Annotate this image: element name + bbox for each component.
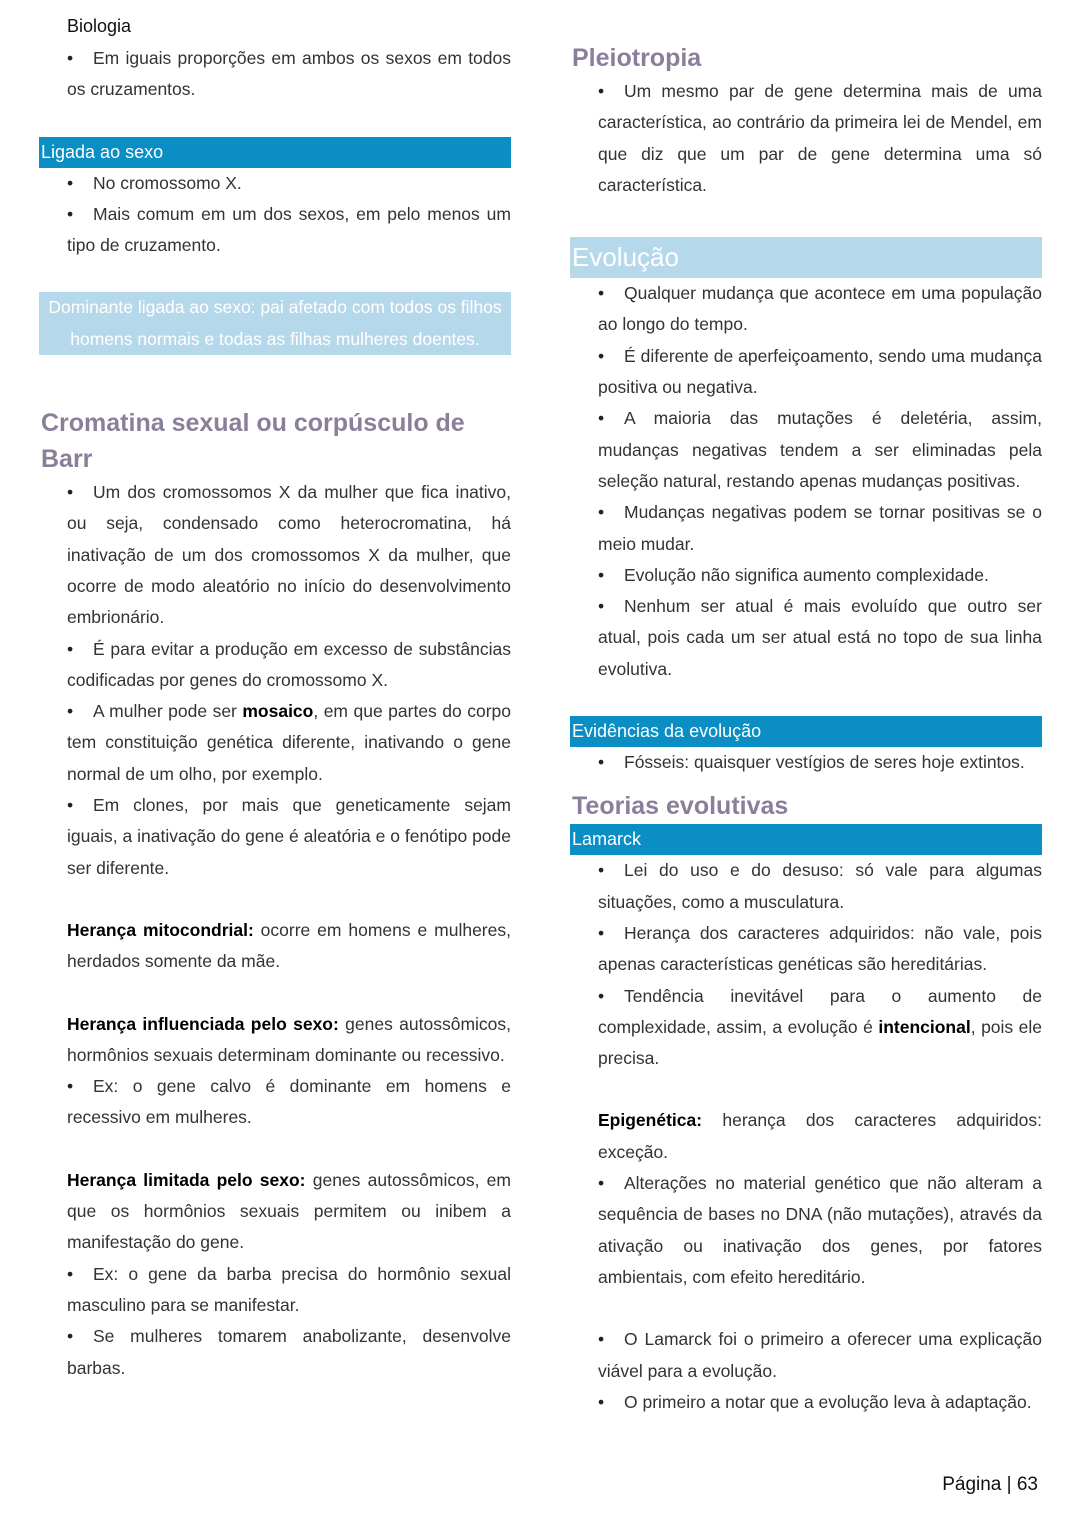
- list-item: • A maioria das mutações é deletéria, assim, mudanças negativas tendem a ser eliminadas pela seleção natural, restando apenas mudanças positivas.: [570, 403, 1042, 497]
- list-item: • Herança dos caracteres adquiridos: não vale, pois apenas características genéticas são hereditárias.: [570, 918, 1042, 981]
- list-item: • O Lamarck foi o primeiro a oferecer uma explicação viável para a evolução.: [570, 1324, 1042, 1387]
- mosaico-term: mosaico: [242, 701, 314, 722]
- list-item: • Alterações no material genético que não alteram a sequência de bases no DNA (não mutações), através da ativação ou inativação dos genes, por fatores ambientais, com efeito hereditário.: [570, 1168, 1042, 1293]
- list-item: • É diferente de aperfeiçoamento, sendo uma mudança positiva ou negativa.: [570, 341, 1042, 404]
- section-header-linked: Ligada ao sexo: [39, 137, 511, 168]
- list-item: • Tendência inevitável para o aumento de complexidade, assim, a evolução é intencional, pois ele precisa.: [570, 981, 1042, 1075]
- section-header-evolucao: Evolução: [570, 237, 1042, 278]
- dominant-note: Dominante ligada ao sexo: pai afetado com todos os filhos homens normais e todas as filhas mulheres doentes.: [39, 292, 511, 355]
- list-item: • O primeiro a notar que a evolução leva à adaptação.: [570, 1387, 1042, 1418]
- list-item: • No cromossomo X.: [39, 168, 511, 199]
- list-item: • Qualquer mudança que acontece em uma população ao longo do tempo.: [570, 278, 1042, 341]
- list-item: • Ex: o gene da barba precisa do hormônio sexual masculino para se manifestar.: [39, 1259, 511, 1322]
- list-item: • A mulher pode ser mosaico, em que partes do corpo tem constituição genética diferente, inativando o gene normal de um olho, por exemplo.: [39, 696, 511, 790]
- list-item: • Se mulheres tomarem anabolizante, desenvolve barbas.: [39, 1321, 511, 1384]
- right-column: [570, 40, 1042, 1418]
- list-item: • Evolução não significa aumento complexidade.: [570, 560, 1042, 591]
- list-item: • Mudanças negativas podem se tornar positivas se o meio mudar.: [570, 497, 1042, 560]
- limited-paragraph: Herança limitada pelo sexo: genes autossômicos, em que os hormônios sexuais permitem ou inibem a manifestação do gene.: [67, 1169, 511, 1253]
- left-column: [39, 43, 511, 1384]
- list-item: • É para evitar a produção em excesso de substâncias codificadas por genes do cromossomo X.: [39, 634, 511, 697]
- section-header-lamarck: Lamarck: [570, 824, 1042, 855]
- list-item: • Lei do uso e do desuso: só vale para algumas situações, como a musculatura.: [570, 855, 1042, 918]
- mito-paragraph: Herança mitocondrial: ocorre em homens e mulheres, herdados somente da mãe.: [67, 919, 511, 972]
- intro-bullet: • Em iguais proporções em ambos os sexos em todos os cruzamentos.: [39, 43, 511, 106]
- list-item: • Ex: o gene calvo é dominante em homens e recessivo em mulheres.: [39, 1071, 511, 1134]
- page-number: Página | 63: [942, 1474, 1038, 1495]
- list-item: • Um mesmo par de gene determina mais de uma característica, ao contrário da primeira lei de Mendel, em que diz que um par de gene determina uma só característica.: [570, 76, 1042, 201]
- section-header-evidencias: Evidências da evolução: [570, 716, 1042, 747]
- list-item: • Nenhum ser atual é mais evoluído que outro ser atual, pois cada um ser atual está no topo de sua linha evolutiva.: [570, 591, 1042, 685]
- epigenetica-paragraph: Epigenética: herança dos caracteres adquiridos: exceção.: [598, 1110, 1042, 1162]
- section-title-teorias: Teorias evolutivas: [572, 792, 789, 821]
- list-item: • Mais comum em um dos sexos, em pelo menos um tipo de cruzamento.: [39, 199, 511, 262]
- section-title-pleiotropia: Pleiotropia: [572, 44, 702, 72]
- list-item: • Em clones, por mais que geneticamente sejam iguais, a inativação do gene é aleatória e o fenótipo pode ser diferente.: [39, 790, 511, 884]
- list-item: • Um dos cromossomos X da mulher que fica inativo, ou seja, condensado como heterocromatina, há inativação de um dos cromossomos X da mulher, que ocorre de modo aleatório no início do desenvolvimento embrionário.: [39, 477, 511, 633]
- intencional-term: intencional: [878, 1016, 971, 1037]
- list-item: • Fósseis: quaisquer vestígios de seres hoje extintos.: [570, 747, 1042, 778]
- header-subject: Biologia: [67, 16, 132, 36]
- influenced-paragraph: Herança influenciada pelo sexo: genes autossômicos, hormônios sexuais determinam dominante ou recessivo.: [67, 1013, 511, 1065]
- section-title-barr: Cromatina sexual ou corpúsculo de Barr: [41, 409, 465, 474]
